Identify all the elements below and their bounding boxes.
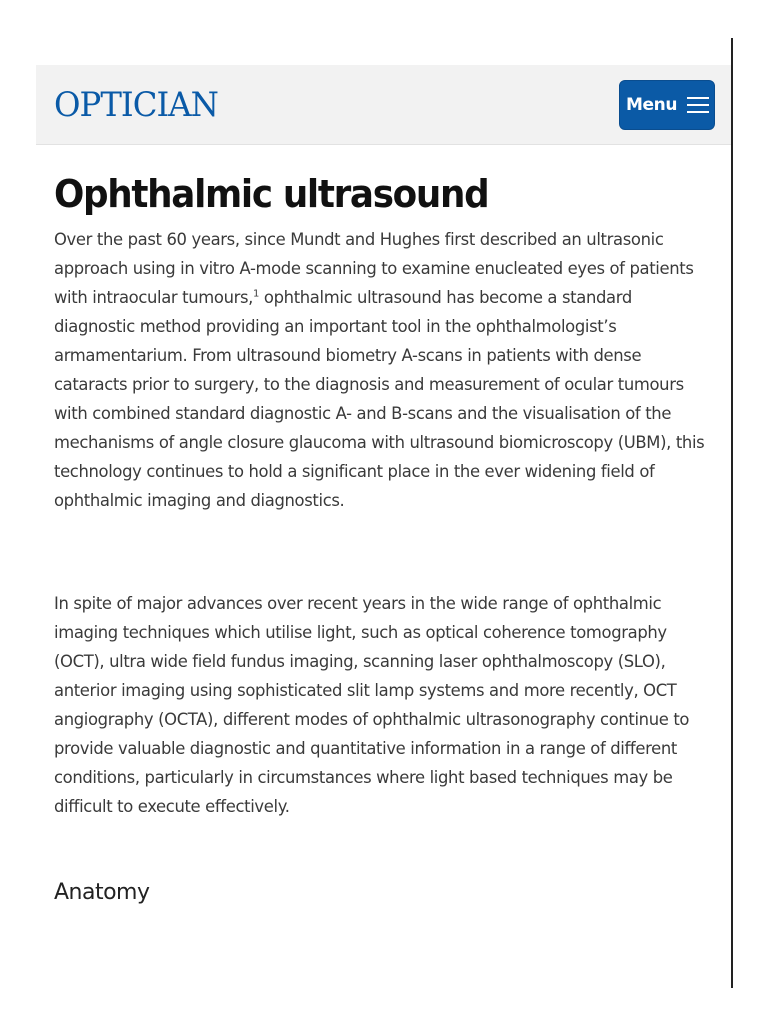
site-header [36,65,731,145]
section-heading-anatomy: Anatomy [54,880,150,905]
paragraph-1-text-a: Over the past 60 years, since Mundt and Hughes first described an ultrasonic approach using in vitro A-mode scanning to examine enucleated eyes of patients with intraocular tumours, [54,230,694,307]
article-paragraph-2: In spite of major advances over recent years in the wide range of ophthalmic imaging techniques which utilise light, such as optical coherence tomography (OCT), ultra wide field fundus imaging, scanning laser ophthalmoscopy (SLO), anterior imaging using sophisticated slit lamp systems and more recently, OCT angiography (OCTA), different modes of ophthalmic ultrasonography continue to provide valuable diagnostic and quantitative information in a range of different conditions, particularly in circumstances where light based techniques may be difficult to execute effectively. [54,594,690,816]
article-paragraph-1 [54,225,714,515]
page-edge-divider [731,38,733,988]
hamburger-icon [687,97,708,113]
footnote-reference-1[interactable]: 1 [253,288,260,300]
menu-button-label: Menu [626,95,678,115]
article [54,166,714,908]
menu-button[interactable] [619,80,715,130]
article-title: Ophthalmic ultrasound [54,172,489,216]
optician-logo[interactable]: OPTICIAN [54,85,218,125]
paragraph-1-text-b: ophthalmic ultrasound has become a standard diagnostic method providing an important tool in the ophthalmologist’s armamentarium. From ultrasound biometry A-scans in patients with dense cataracts prior to surgery, to the diagnosis and measurement of ocular tumours with combined standard diagnostic A- and B-scans and the visualisation of the mechanisms of angle closure glaucoma with ultrasound biomicroscopy (UBM), this technology continues to hold a significant place in the ever widening field of ophthalmic imaging and diagnostics. [54,288,705,510]
